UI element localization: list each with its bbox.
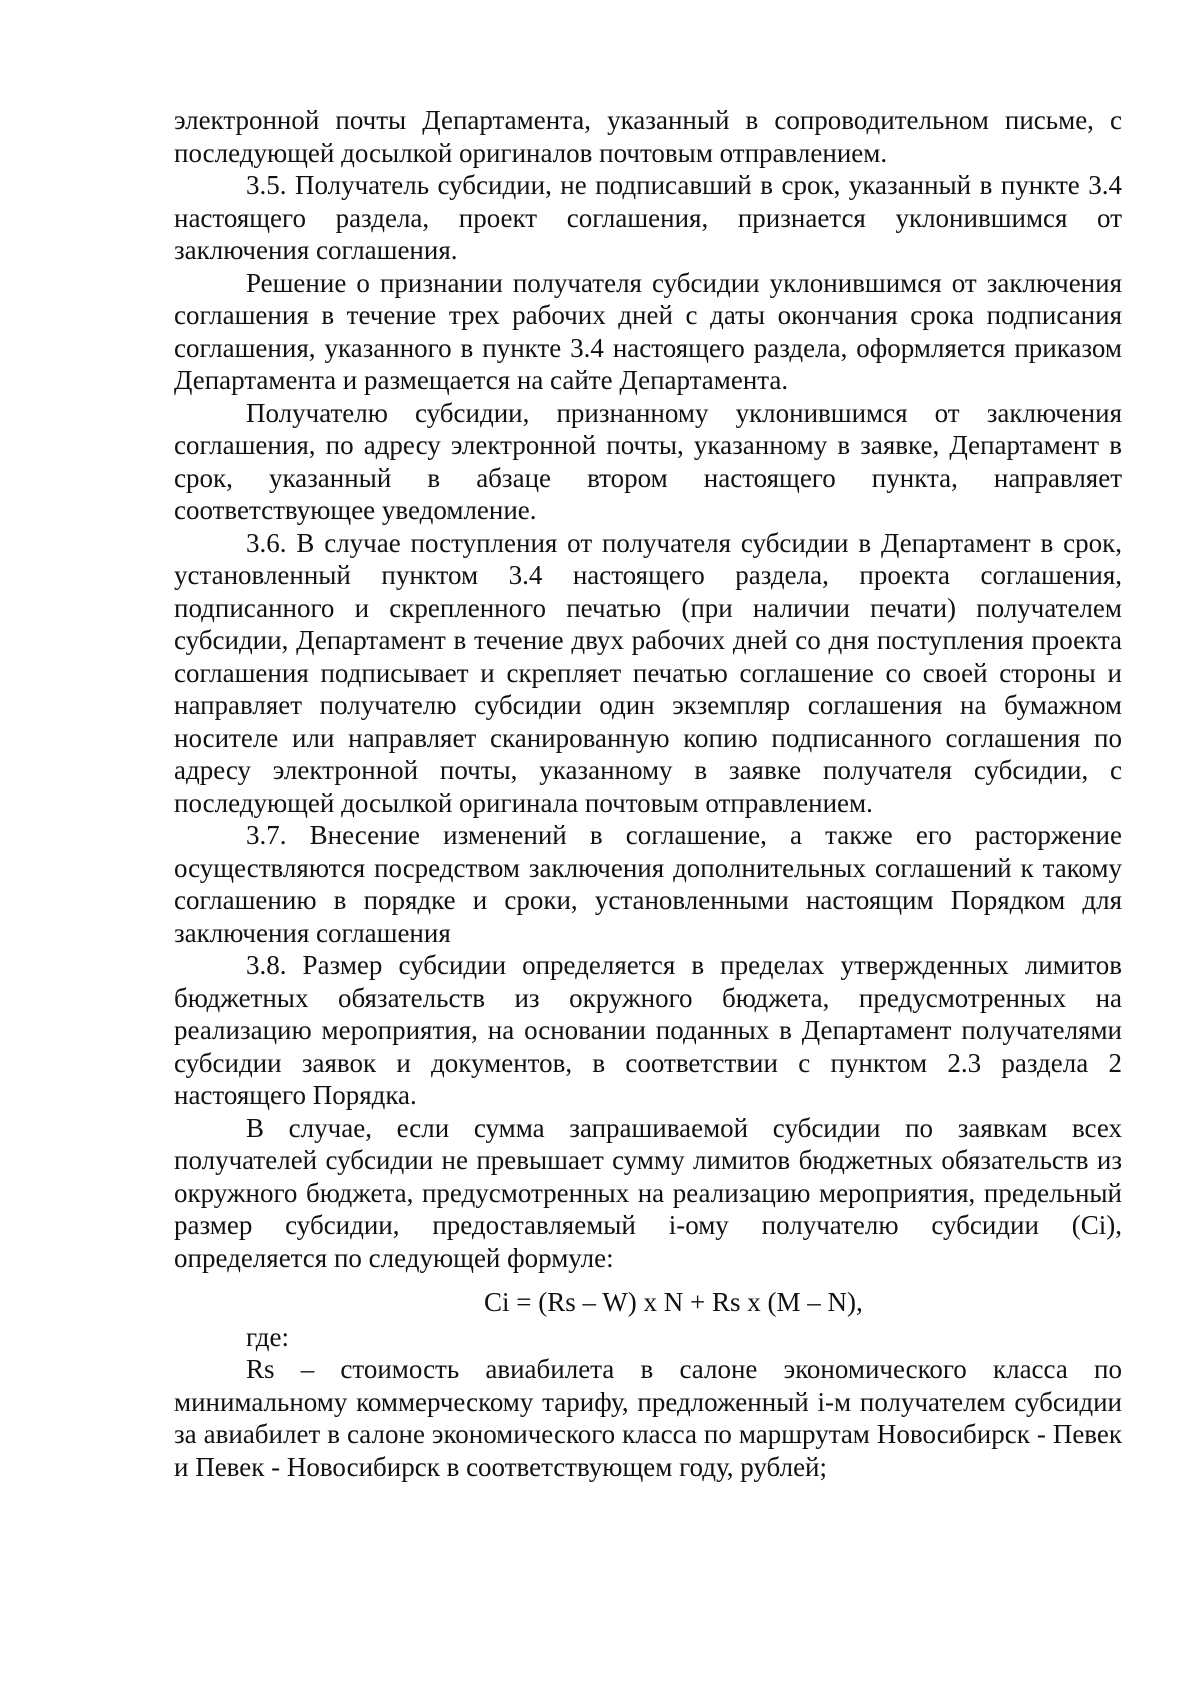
paragraph-3-7: 3.7. Внесение изменений в соглашение, а также его расторжение осуществляются посредством заключения дополнительных соглашений к такому соглашению в порядке и сроки, установленными настоящим Порядком для заключения соглашения <box>174 820 1122 948</box>
paragraph-decision: Решение о признании получателя субсидии уклонившимся от заключения соглашения в течение трех рабочих дней с даты окончания срока подписания соглашения, указанного в пункте 3.4 настоящего раздела, оформляется приказом Департамента и размещается на сайте Департамента. <box>174 267 1122 395</box>
paragraph-3-8: 3.8. Размер субсидии определяется в пределах утвержденных лимитов бюджетных обязательств из окружного бюджета, предусмотренных на реализацию мероприятия, на основании поданных в Департамент получателями субсидии заявок и документов, в соответствии с пунктом 2.3 раздела 2 настоящего Порядка. <box>174 950 1122 1110</box>
paragraph-3-5: 3.5. Получатель субсидии, не подписавший в срок, указанный в пункте 3.4 настоящего раздела, проект соглашения, признается уклонившимся от заключения соглашения. <box>174 170 1122 265</box>
paragraph-3-6: 3.6. В случае поступления от получателя субсидии в Департамент в срок, установленный пунктом 3.4 настоящего раздела, проекта соглашения, подписанного и скрепленного печатью (при наличии печати) получателем субсидии, Департамент в течение двух рабочих дней со дня поступления проекта соглашения подписывает и скрепляет печатью соглашение со своей стороны и направляет получателю субсидии один экземпляр соглашения на бумажном носителе или направляет сканированную копию подписанного соглашения по адресу электронной почты, указанному в заявке получателя субсидии, с последующей досылкой оригинала почтовым отправлением. <box>174 527 1122 818</box>
paragraph-continuation: электронной почты Департамента, указанный в сопроводительном письме, с последующей досылкой оригиналов почтовым отправлением. <box>174 105 1122 168</box>
where-label: где: <box>246 1321 289 1352</box>
paragraph-case: В случае, если сумма запрашиваемой субсидии по заявкам всех получателей субсидии не превышает сумму лимитов бюджетных обязательств из окружного бюджета, предусмотренных на реализацию мероприятия, предельный размер субсидии, предоставляемый i-ому получателю субсидии (Ci), определяется по следующей формуле: <box>174 1112 1122 1273</box>
formula: Ci = (Rs – W) x N + Rs x (M – N), <box>484 1287 863 1317</box>
definition-rs: Rs – стоимость авиабилета в салоне экономического класса по минимальному коммерческому тарифу, предложенный i-м получателем субсидии за авиабилет в салоне экономического класса по маршрутам Новосибирск - Певек и Певек - Новосибирск в соответствующем году, рублей; <box>174 1354 1122 1482</box>
document-page <box>174 104 1122 1483</box>
paragraph-notification: Получателю субсидии, признанному уклонившимся от заключения соглашения, по адресу электронной почты, указанному в заявке, Департамент в срок, указанный в абзаце втором настоящего пункта, направляет соответствующее уведомление. <box>174 397 1122 525</box>
